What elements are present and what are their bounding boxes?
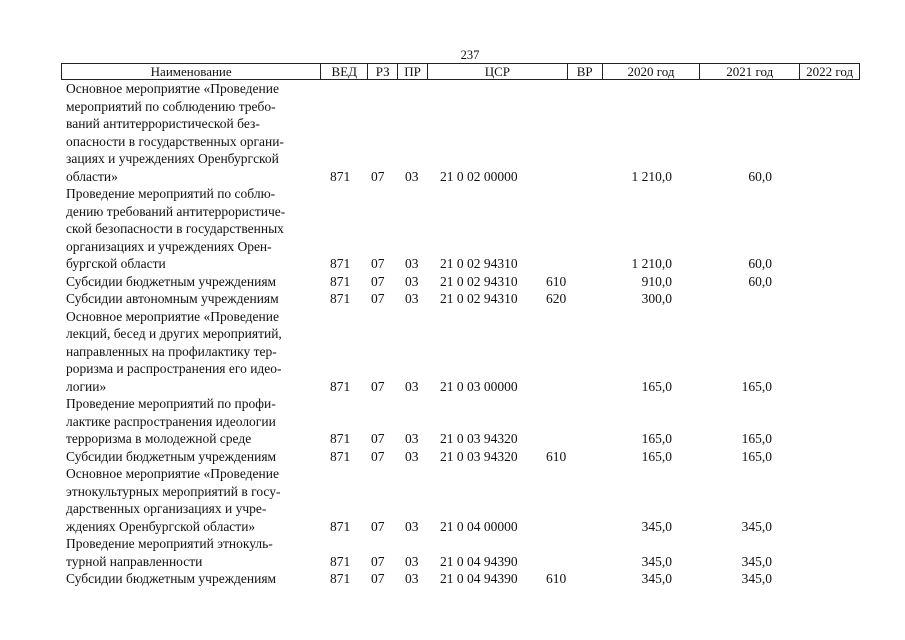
row-ved: 871	[330, 273, 351, 289]
row-rz: 07	[371, 571, 385, 586]
table-row	[0, 535, 905, 570]
row-2021: 345,0	[741, 518, 772, 534]
table-row	[0, 185, 905, 273]
row-csr: 21 0 02 94310	[440, 273, 518, 289]
row-csr: 21 0 04 94390	[440, 553, 518, 569]
row-name: Субсидии бюджетным учреждениям	[66, 273, 277, 289]
row-name: Проведение мероприятий по соблю- дению требований антитеррористиче- ской безопасности в государственных организациях и учреждениях Орен- бургской области	[66, 186, 286, 271]
row-ved: 871	[330, 518, 351, 534]
row-vr: 620	[546, 291, 567, 306]
header-2021: 2021 год	[700, 64, 800, 79]
row-2020: 165,0	[641, 378, 672, 394]
row-rz: 07	[371, 553, 385, 569]
row-ved: 871	[330, 553, 351, 569]
row-name: Основное мероприятие «Проведение лекций, бесед и других мероприятий, направленных на профилактику тер- роризма и распространения его идео- логии»	[66, 308, 282, 394]
row-name: Основное мероприятие «Проведение этнокультурных мероприятий в госу- дарственных организациях и учре- ждениях Оренбургской области»	[66, 466, 281, 534]
row-csr: 21 0 04 94390	[440, 571, 518, 586]
row-2020: 1 210,0	[631, 168, 672, 184]
row-csr: 21 0 02 94310	[440, 256, 518, 271]
row-ved: 871	[330, 448, 351, 464]
row-2020: 165,0	[641, 448, 672, 464]
row-pr: 03	[405, 448, 419, 464]
row-2021: 165,0	[741, 431, 772, 446]
row-rz: 07	[371, 518, 385, 534]
row-pr: 03	[405, 273, 419, 289]
table-row	[0, 308, 905, 396]
row-csr: 21 0 04 00000	[440, 518, 518, 534]
row-name: Субсидии бюджетным учреждениям	[66, 571, 277, 586]
row-ved: 871	[330, 256, 351, 271]
table-body	[0, 80, 905, 588]
row-rz: 07	[371, 431, 385, 446]
row-rz: 07	[371, 168, 385, 184]
row-vr: 610	[546, 448, 567, 464]
row-csr: 21 0 03 94320	[440, 431, 518, 446]
table-row	[0, 570, 905, 588]
row-rz: 07	[371, 256, 385, 271]
table-header	[61, 63, 860, 80]
row-2020: 300,0	[641, 291, 672, 306]
row-ved: 871	[330, 571, 351, 586]
row-csr: 21 0 03 00000	[440, 378, 518, 394]
header-csr: ЦСР	[428, 64, 568, 79]
row-ved: 871	[330, 291, 351, 306]
table-row	[0, 80, 905, 185]
page-number: 237	[460, 48, 480, 62]
row-pr: 03	[405, 256, 419, 271]
row-vr: 610	[546, 273, 567, 289]
row-pr: 03	[405, 431, 419, 446]
row-ved: 871	[330, 168, 351, 184]
row-pr: 03	[405, 168, 419, 184]
row-2021: 345,0	[741, 553, 772, 569]
row-pr: 03	[405, 518, 419, 534]
row-vr: 610	[546, 571, 567, 586]
header-name: Наименование	[62, 64, 321, 79]
row-2021: 60,0	[748, 256, 772, 271]
row-2021: 60,0	[748, 168, 772, 184]
row-2020: 345,0	[641, 518, 672, 534]
row-2020: 910,0	[641, 273, 672, 289]
row-2021: 165,0	[741, 378, 772, 394]
header-2020: 2020 год	[603, 64, 701, 79]
row-name: Проведение мероприятий по профи- лактике распространения идеологии терроризма в молодежной среде	[66, 396, 276, 446]
row-2021: 165,0	[741, 448, 772, 464]
row-name: Субсидии автономным учреждениям	[66, 291, 279, 306]
row-rz: 07	[371, 273, 385, 289]
row-pr: 03	[405, 378, 419, 394]
table-row	[0, 395, 905, 448]
header-vr: ВР	[568, 64, 603, 79]
row-2021: 345,0	[741, 571, 772, 586]
row-2020: 165,0	[641, 431, 672, 446]
row-name: Проведение мероприятий этнокуль- турной направленности	[66, 536, 273, 569]
header-ved: ВЕД	[321, 64, 368, 79]
row-name: Субсидии бюджетным учреждениям	[66, 448, 277, 464]
row-pr: 03	[405, 291, 419, 306]
row-csr: 21 0 02 00000	[440, 168, 518, 184]
table-row	[0, 465, 905, 535]
row-2021: 60,0	[748, 273, 772, 289]
header-rz: РЗ	[368, 64, 398, 79]
table-row	[0, 290, 905, 308]
row-ved: 871	[330, 378, 351, 394]
row-name: Основное мероприятие «Проведение мероприятий по соблюдению требо- ваний антитеррористической без- опасности в государственных органи- зациях и учреждениях Оренбургской области»	[66, 81, 284, 184]
header-2022: 2022 год	[806, 64, 854, 79]
row-2020: 1 210,0	[631, 256, 672, 271]
row-rz: 07	[371, 291, 385, 306]
row-pr: 03	[405, 571, 419, 586]
row-csr: 21 0 03 94320	[440, 448, 518, 464]
row-2020: 345,0	[641, 571, 672, 586]
row-ved: 871	[330, 431, 351, 446]
table-row	[0, 273, 905, 291]
row-rz: 07	[371, 448, 385, 464]
row-rz: 07	[371, 378, 385, 394]
row-2020: 345,0	[641, 553, 672, 569]
header-pr: ПР	[398, 64, 428, 79]
table-row	[0, 448, 905, 466]
row-csr: 21 0 02 94310	[440, 291, 518, 306]
row-pr: 03	[405, 553, 419, 569]
